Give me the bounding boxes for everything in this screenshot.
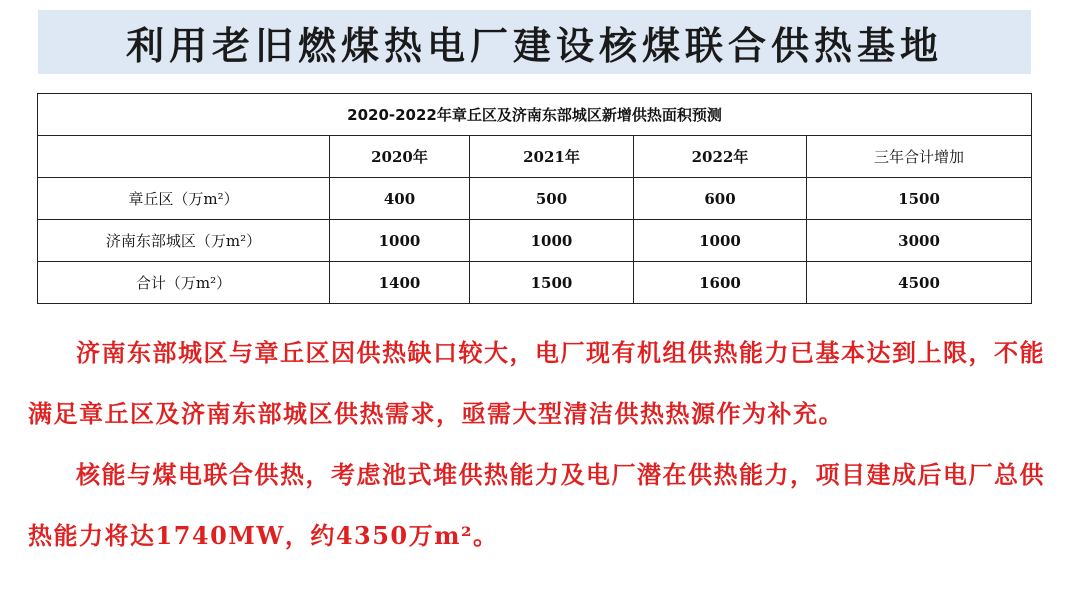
table-caption-row [38, 94, 1032, 136]
table-cell: 1600 [634, 262, 807, 304]
row-label: 章丘区（万m²） [38, 178, 330, 220]
paragraph-nuclear-coal-heating: 核能与煤电联合供热，考虑池式堆供热能力及电厂潜在供热能力，项目建成后电厂总供热能力将达1740MW，约4350万m²。 [28, 460, 1045, 550]
table-row [38, 220, 1032, 262]
table-header-cell: 三年合计增加 [807, 136, 1032, 178]
table-cell: 1000 [634, 220, 807, 262]
table-cell: 3000 [807, 220, 1032, 262]
slide-title: 利用老旧燃煤热电厂建设核煤联合供热基地 [125, 22, 943, 68]
table-row [38, 178, 1032, 220]
table-cell: 1000 [330, 220, 470, 262]
paragraph-heating-gap: 济南东部城区与章丘区因供热缺口较大，电厂现有机组供热能力已基本达到上限，不能满足章丘区及济南东部城区供热需求，亟需大型清洁供热热源作为补充。 [28, 338, 1045, 428]
row-label: 济南东部城区（万m²） [38, 220, 330, 262]
table-caption: 2020-2022年章丘区及济南东部城区新增供热面积预测 [38, 94, 1032, 136]
table-cell: 1000 [470, 220, 634, 262]
body-text [28, 322, 1046, 566]
title-band [38, 10, 1031, 74]
table-header-cell: 2021年 [470, 136, 634, 178]
table-header-cell: 2022年 [634, 136, 807, 178]
table-cell: 1400 [330, 262, 470, 304]
heating-area-forecast-table [37, 93, 1032, 304]
table-cell: 600 [634, 178, 807, 220]
table-cell: 500 [470, 178, 634, 220]
row-label: 合计（万m²） [38, 262, 330, 304]
table-header-row [38, 136, 1032, 178]
table-cell: 1500 [470, 262, 634, 304]
table-cell: 4500 [807, 262, 1032, 304]
table-header-cell [38, 136, 330, 178]
table-cell: 400 [330, 178, 470, 220]
table-header-cell: 2020年 [330, 136, 470, 178]
table-row [38, 262, 1032, 304]
table-cell: 1500 [807, 178, 1032, 220]
